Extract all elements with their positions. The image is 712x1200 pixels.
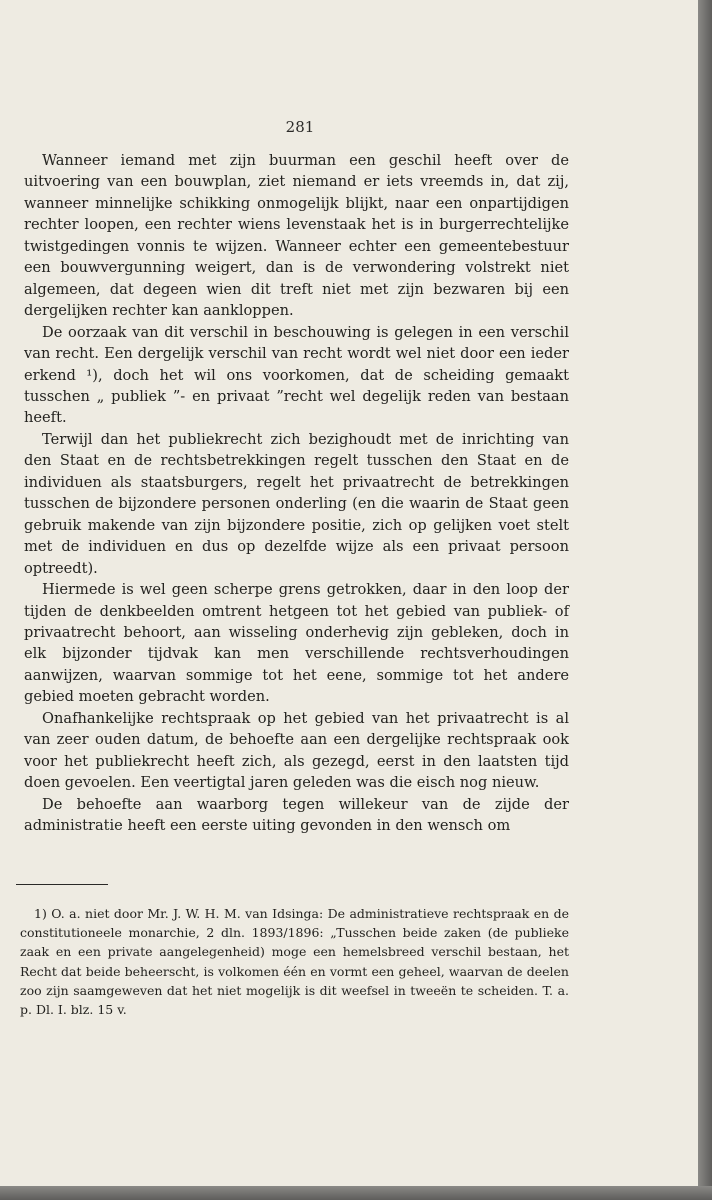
paragraph-5: Onafhankelijke rechtspraak op het gebied van het privaatrecht is al van zeer ouden datum, de behoefte aan een dergelijke rechtspraak ook voor het publiekrecht heeft zich, als gezegd, eerst in den laatsten tijd doen gevoelen. Een veertigtal jaren geleden was die eisch nog nieuw. — [24, 709, 569, 792]
footnote-divider — [16, 884, 108, 885]
body-text — [24, 150, 569, 837]
paragraph-1: Wanneer iemand met zijn buurman een geschil heeft over de uitvoering van een bouwplan, ziet niemand er iets vreemds in, dat zij, wanneer minnelijke schikking onmogelijk blijkt, naar een onpartijdigen rechter loopen, een rechter wiens levenstaak het is in burgerrechtelijke twistgedingen vonnis te wijzen. Wanneer echter een gemeentebestuur een bouwvergunning weigert, dan is de verwondering volstrekt niet algemeen, dat degeen wien dit treft niet met zijn bezwaren bij een dergelijken rechter kan aankloppen. — [24, 152, 569, 320]
footnote-text: O. a. niet door Mr. J. W. H. M. van Idsinga: De administratieve rechtspraak en de constitutioneele monarchie, 2 dln. 1893/1896: „Tusschen beide zaken (de publieke zaak en een private aangelegenheid) moge een hemelsbreed verschil bestaan, het Recht dat beide beheerscht, is volkomen één en vormt een geheel, waarvan de deelen zoo zijn saamgeweven dat het niet mogelijk is dit weefsel in tweeën te scheiden. T. a. p. Dl. I. blz. 15 v. — [20, 906, 569, 1018]
page-bottom-shadow — [0, 1186, 712, 1200]
paragraph-4: Hiermede is wel geen scherpe grens getrokken, daar in den loop der tijden de denkbeelden omtrent hetgeen tot het gebied van publiek- of privaatrecht behoort, aan wisseling onderhevig zijn gebleken, doch in elk bijzonder tijdvak kan men verschillende rechtsverhoudingen aanwijzen, waarvan sommige tot het eene, sommige tot het andere gebied moeten gebracht worden. — [24, 581, 569, 706]
footnote — [20, 904, 569, 1019]
page-edge-shadow — [698, 0, 712, 1200]
paragraph-3: Terwijl dan het publiekrecht zich bezighoudt met de inrichting van den Staat en de rechtsbetrekkingen regelt tusschen den Staat en de individuen als staatsburgers, regelt het privaatrecht de betrekkingen tusschen de bijzondere personen onderling (en die waarin de Staat geen gebruik makende van zijn bijzondere positie, zich op gelijken voet stelt met de individuen en dus op dezelfde wijze als een privaat persoon optreedt). — [24, 430, 569, 577]
paragraph-2: De oorzaak van dit verschil in beschouwing is gelegen in een verschil van recht. Een dergelijk verschil van recht wordt wel niet door een ieder erkend ¹), doch het wil ons voorkomen, dat de scheiding gemaakt tusschen „ publiek ”- en privaat ”recht wel degelijk reden van bestaan heeft. — [24, 323, 569, 427]
paragraph-6: De behoefte aan waarborg tegen willekeur van de zijde der administratie heeft een eerste uiting gevonden in den wensch om — [24, 795, 569, 835]
page-number: 281 — [285, 118, 315, 136]
footnote-marker: 1) — [34, 906, 47, 921]
